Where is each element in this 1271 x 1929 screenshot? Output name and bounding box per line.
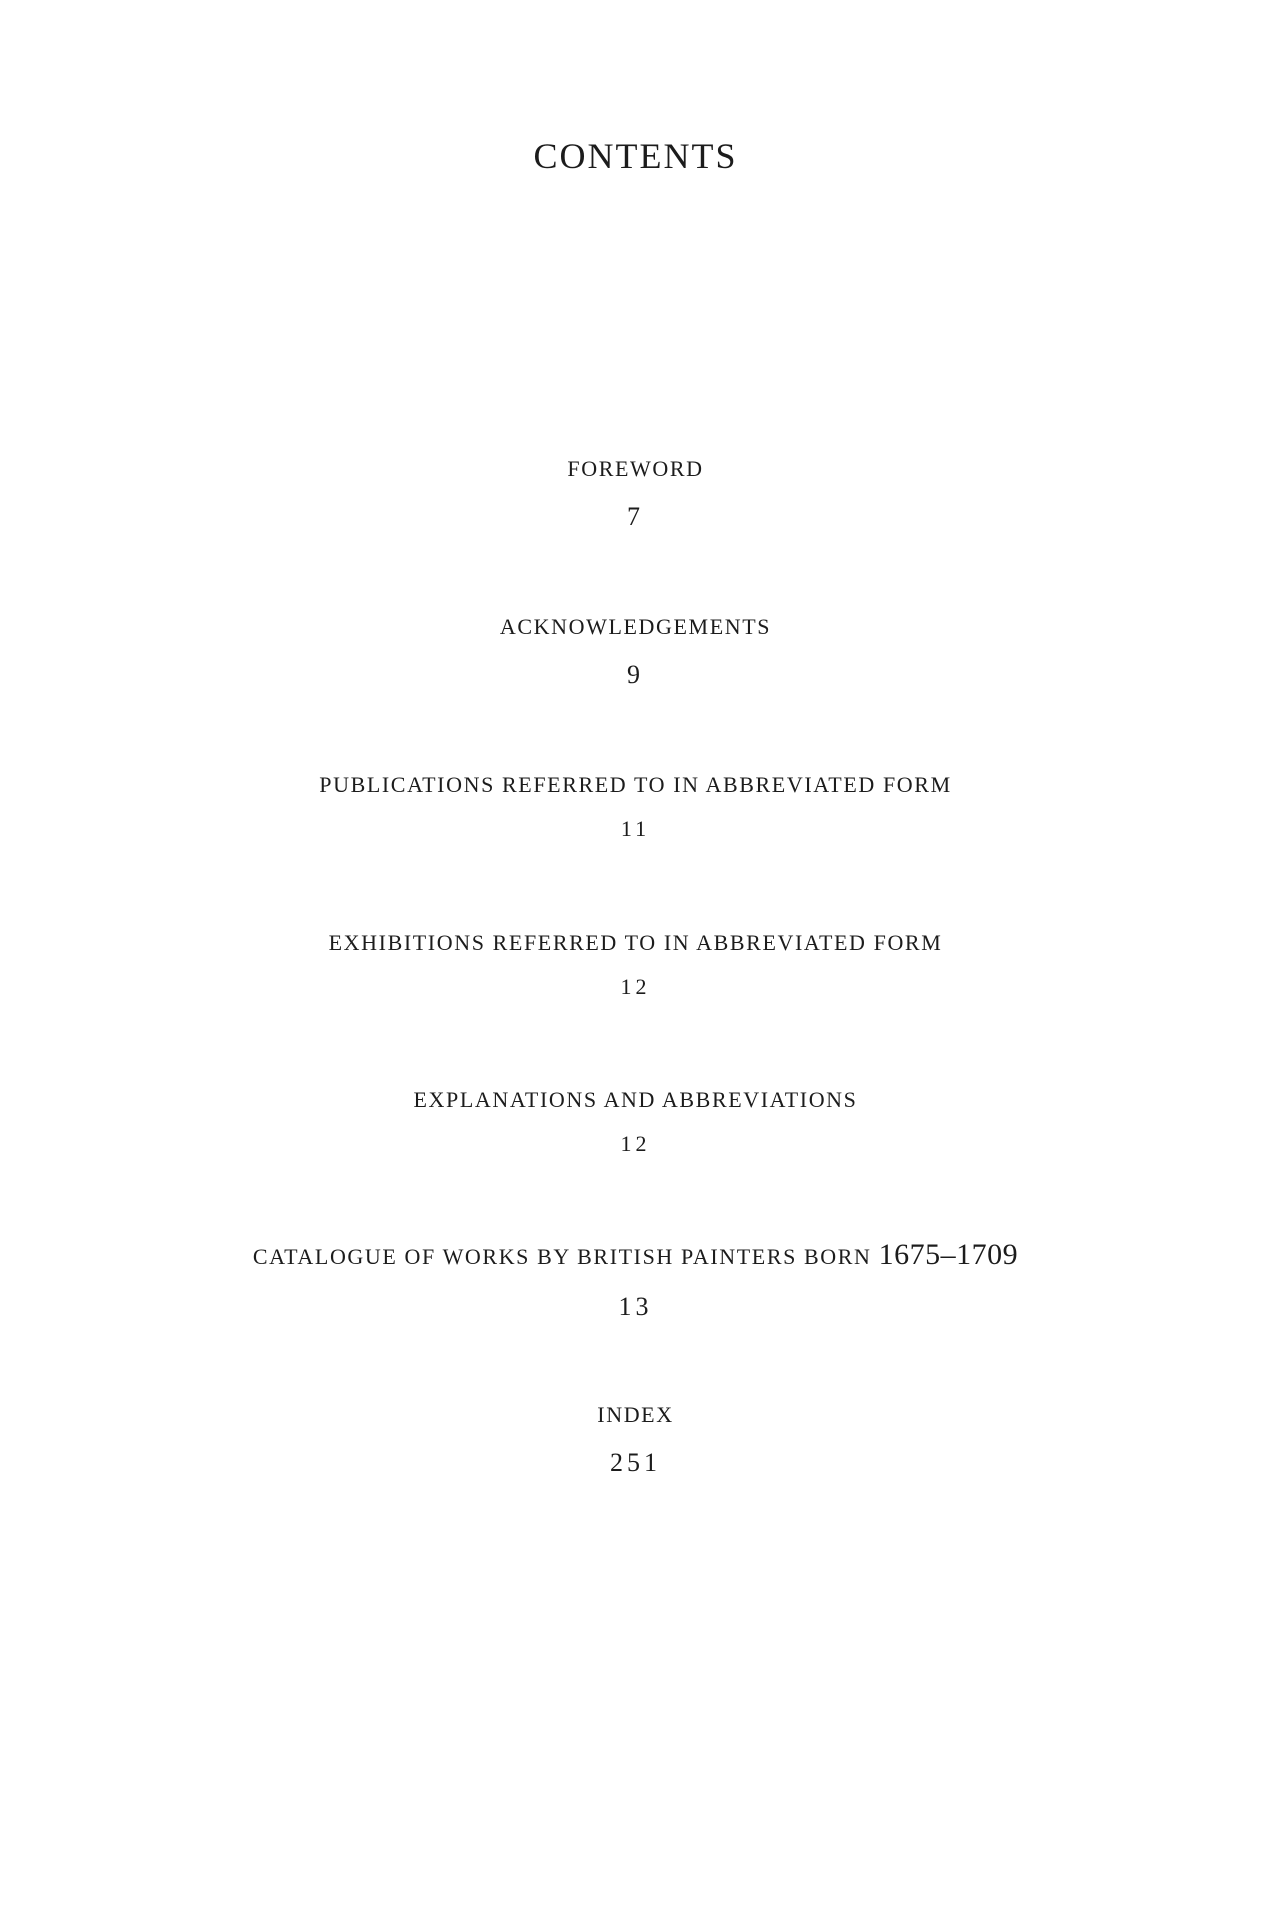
page-title: CONTENTS bbox=[533, 136, 738, 176]
toc-entry-page-number: 12 bbox=[620, 974, 651, 999]
toc-entry-title: INDEX bbox=[597, 1402, 674, 1427]
toc-entry-page-number: 251 bbox=[610, 1448, 661, 1477]
toc-entry-exhibitions bbox=[0, 932, 1271, 998]
toc-entry-title: ACKNOWLEDGEMENTS bbox=[499, 614, 772, 639]
toc-entry-title: PUBLICATIONS REFERRED TO IN ABBREVIATED FORM bbox=[319, 772, 952, 797]
toc-entry-page-number: 9 bbox=[627, 660, 644, 689]
toc-entry-foreword bbox=[0, 458, 1271, 530]
toc-entry-catalogue bbox=[0, 1240, 1271, 1320]
toc-entry-publications bbox=[0, 774, 1271, 840]
toc-entry-acknowledgements bbox=[0, 616, 1271, 688]
toc-entry-years: 1675–1709 bbox=[878, 1238, 1019, 1271]
toc-entry-page-number: 13 bbox=[618, 1292, 653, 1321]
toc-entry-explanations bbox=[0, 1089, 1271, 1155]
toc-entry-index bbox=[0, 1404, 1271, 1476]
toc-entry-title: EXHIBITIONS REFERRED TO IN ABBREVIATED FORM bbox=[328, 930, 943, 955]
toc-entry-title: EXPLANATIONS AND ABBREVIATIONS bbox=[413, 1087, 858, 1112]
toc-entry-title bbox=[0, 1240, 1271, 1270]
toc-entry-page-number: 11 bbox=[620, 816, 651, 841]
toc-entry-title: FOREWORD bbox=[567, 456, 704, 481]
toc-entry-title-text: CATALOGUE OF WORKS BY BRITISH PAINTERS BORN bbox=[252, 1244, 872, 1269]
toc-entry-page-number: 7 bbox=[627, 502, 644, 531]
toc-entry-page-number: 12 bbox=[620, 1131, 651, 1156]
